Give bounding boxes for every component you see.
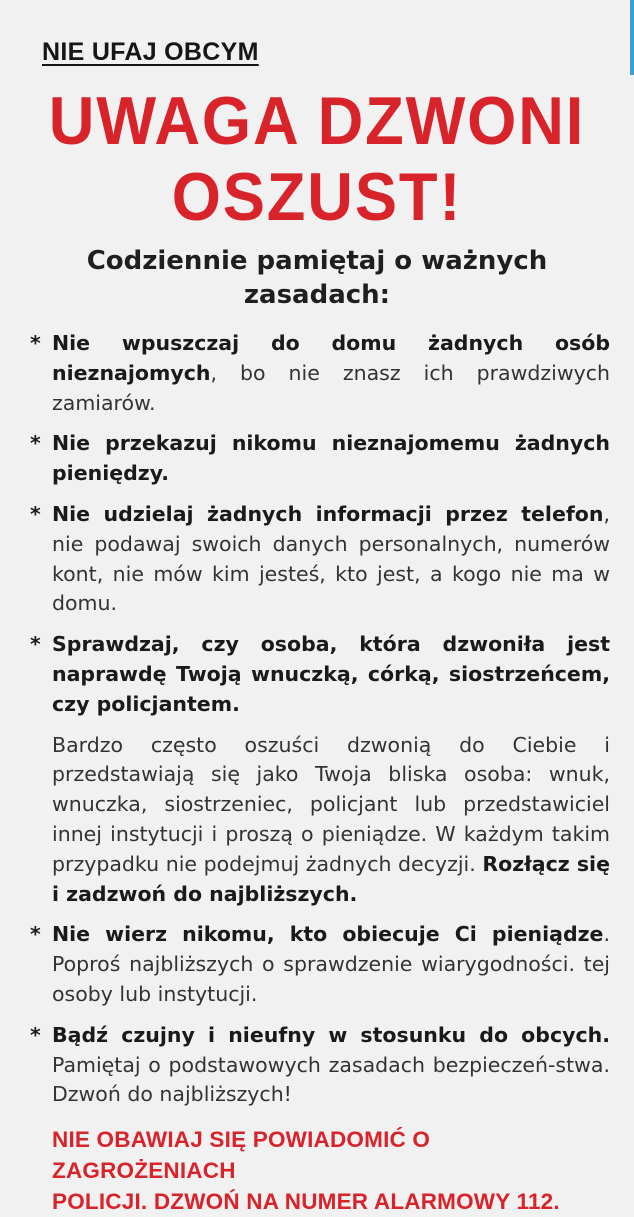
- rule-item: [30, 500, 610, 619]
- rule-item: [30, 329, 610, 418]
- subtitle: [0, 244, 634, 312]
- rules-list: [30, 329, 610, 1121]
- kicker-heading: NIE UFAJ OBCYM: [42, 38, 259, 66]
- rule-bold-text: Bądź czujny i nieufny w stosunku do obcych.: [52, 1022, 610, 1047]
- headline-line-2: OSZUST!: [171, 159, 463, 235]
- paragraph-bold-text: Rozłącz się i zadzwoń do najbliższych.: [52, 851, 610, 906]
- headline-line-1: UWAGA DZWONI: [48, 83, 586, 159]
- footer-line-1: NIE OBAWIAJ SIĘ POWIADOMIĆ O ZAGROŻENIACH: [52, 1127, 431, 1183]
- paragraph-normal-text: Bardzo często oszuści dzwonią do Ciebie i przedstawiają się jako Twoja bliska osoba: wnuk, wnuczka, siostrzeniec, policjant lub przedstawiciel innej instytucji i proszą o pieniądze. W każdym takim przypadku nie podejmuj żadnych decyzji.: [52, 732, 610, 876]
- page-edge-strip: [630, 0, 634, 75]
- rule-bold-text: Nie przekazuj nikomu nieznajomemu żadnych pieniędzy.: [52, 431, 610, 486]
- rule-normal-text: , nie podawaj swoich danych personalnych, numerów kont, nie mów kim jesteś, kto jest, a kogo nie ma w domu.: [52, 501, 610, 616]
- bullet-asterisk: *: [30, 431, 41, 456]
- rule-item: [30, 630, 610, 719]
- subtitle-text: Codziennie pamiętaj o ważnych zasadach:: [86, 246, 548, 310]
- rule-bold-text: Nie udzielaj żadnych informacji przez telefon: [52, 501, 604, 526]
- emergency-footer: [52, 1124, 612, 1217]
- bullet-asterisk: *: [30, 922, 41, 947]
- rule-normal-text: . Poproś najbliższych o sprawdzenie wiarygodności. tej osoby lub instytucji.: [52, 922, 610, 1006]
- explanation-paragraph: [30, 731, 610, 910]
- rule-normal-text: , bo nie znasz ich prawdziwych zamiarów.: [52, 360, 610, 415]
- bullet-asterisk: *: [30, 632, 41, 657]
- footer-line-2: POLICJI. DZWOŃ NA NUMER ALARMOWY 112.: [52, 1189, 560, 1214]
- bullet-asterisk: *: [30, 331, 41, 355]
- rule-bold-text: Nie wierz nikomu, kto obiecuje Ci pieniądze: [52, 922, 604, 947]
- rule-bold-text: Sprawdzaj, czy osoba, która dzwoniła jest naprawdę Twoją wnuczką, córką, siostrzeńcem, czy policjantem.: [52, 632, 610, 716]
- rule-item: [30, 429, 610, 489]
- rule-item: [30, 1021, 610, 1110]
- bullet-asterisk: *: [30, 501, 41, 526]
- bullet-asterisk: *: [30, 1022, 41, 1047]
- rule-normal-text: Pamiętaj o podstawowych zasadach bezpieczeń-stwa. Dzwoń do najbliższych!: [52, 1052, 610, 1107]
- rule-item: [30, 920, 610, 1009]
- main-headline: [22, 83, 612, 235]
- rule-bold-text: Nie wpuszczaj do domu żadnych osób nieznajomych: [52, 331, 610, 385]
